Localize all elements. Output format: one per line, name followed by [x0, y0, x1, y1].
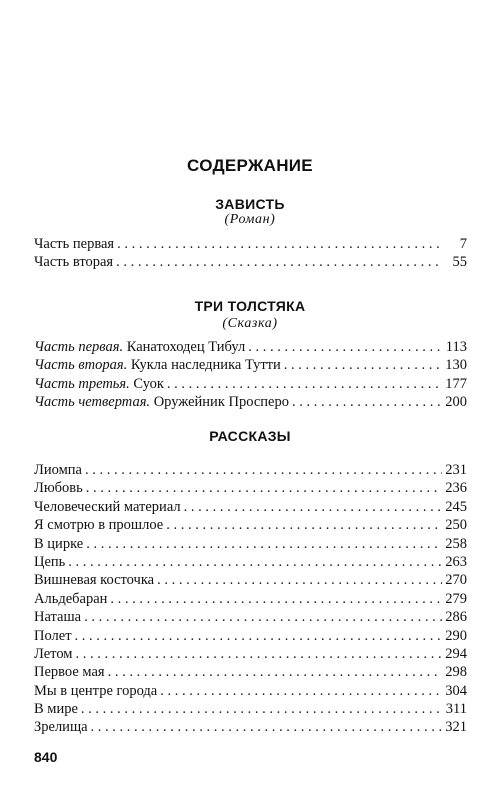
toc-entry-page: 311	[445, 701, 467, 718]
toc-list-zavist	[34, 235, 467, 272]
toc-entry-page: 304	[445, 682, 467, 699]
page-title: СОДЕРЖАНИЕ	[187, 156, 313, 175]
toc-entry-title: Кукла наследника Тутти	[130, 357, 281, 374]
toc-entry	[34, 700, 467, 718]
toc-entry-title: Первое мая	[34, 664, 105, 681]
toc-entry	[34, 590, 467, 608]
section-title-rasskazy: РАССКАЗЫ	[209, 428, 291, 444]
toc-entry-title: Вишневая косточка	[34, 572, 155, 589]
toc-entry-title: Альдебаран	[34, 590, 108, 607]
toc-entry	[34, 571, 467, 589]
toc-entry	[34, 516, 467, 534]
leader-dots	[292, 393, 442, 411]
section-title-tri-tolstyaka: ТРИ ТОЛСТЯКА	[194, 298, 306, 314]
toc-entry-page: 245	[445, 498, 467, 515]
toc-entry-title: Часть вторая	[34, 254, 114, 271]
toc-entry-title: Канатоходец Тибул	[126, 339, 246, 355]
toc-entry-page: 279	[445, 590, 467, 607]
toc-entry	[34, 682, 467, 700]
toc-entry-title: Человеческий материал	[34, 498, 181, 515]
toc-entry	[34, 479, 467, 497]
toc-entry	[34, 338, 467, 356]
toc-entry-page: 294	[445, 645, 467, 662]
toc-entry-page: 263	[445, 553, 467, 570]
toc-entry-title: Лиомпа	[34, 462, 82, 478]
toc-entry-part: Часть четвертая.	[34, 394, 151, 411]
toc-entry-title: Зрелища	[34, 719, 88, 736]
toc-entry	[34, 553, 467, 571]
leader-dots	[75, 627, 442, 645]
leader-dots	[68, 553, 442, 571]
toc-entry	[34, 461, 467, 479]
toc-entry	[34, 393, 467, 411]
toc-entry-page: 286	[445, 609, 467, 626]
toc-entry	[34, 535, 467, 553]
page-number: 840	[34, 749, 58, 765]
toc-entry	[34, 718, 467, 736]
toc-entry-page: 250	[445, 517, 467, 534]
leader-dots	[157, 571, 442, 589]
leader-dots	[117, 235, 442, 253]
leader-dots	[167, 375, 442, 393]
toc-entry-page: 55	[452, 254, 467, 271]
leader-dots	[108, 663, 442, 681]
toc-entry	[34, 375, 467, 393]
toc-entry-title: В мире	[34, 701, 78, 718]
toc-entry-page: 258	[445, 535, 467, 552]
toc-entry-page: 270	[445, 572, 467, 589]
toc-entry-page: 113	[445, 339, 467, 355]
leader-dots	[284, 356, 442, 374]
leader-dots	[116, 253, 442, 271]
leader-dots	[248, 338, 442, 356]
leader-dots	[86, 535, 442, 553]
toc-entry-page: 177	[445, 375, 467, 392]
toc-entry	[34, 356, 467, 374]
toc-entry-page: 236	[445, 480, 467, 497]
toc-entry	[34, 608, 467, 626]
leader-dots	[110, 590, 442, 608]
toc-entry-page: 298	[445, 664, 467, 681]
toc-entry-part: Часть первая.	[34, 339, 124, 355]
leader-dots	[81, 700, 442, 718]
toc-entry-title: Наташа	[34, 609, 82, 626]
toc-entry	[34, 627, 467, 645]
section-subtitle-zavist: (Роман)	[224, 212, 276, 227]
toc-entry-page: 231	[445, 462, 467, 478]
toc-entry	[34, 498, 467, 516]
toc-entry-page: 321	[445, 719, 467, 736]
toc-entry-title: Я смотрю в прошлое	[34, 517, 164, 534]
leader-dots	[75, 645, 442, 663]
toc-entry	[34, 235, 467, 253]
leader-dots	[184, 498, 442, 516]
toc-entry-part: Часть третья.	[34, 375, 130, 392]
leader-dots	[91, 718, 442, 736]
toc-entry-page: 290	[445, 627, 467, 644]
toc-entry-part: Часть вторая.	[34, 357, 128, 374]
leader-dots	[166, 516, 442, 534]
toc-list-tri-tolstyaka	[34, 338, 467, 412]
toc-entry-title: В цирке	[34, 535, 84, 552]
toc-entry-page: 130	[445, 357, 467, 374]
toc-entry	[34, 645, 467, 663]
toc-entry-title: Мы в центре города	[34, 682, 158, 699]
toc-entry	[34, 663, 467, 681]
toc-entry-title: Полет	[34, 627, 72, 644]
toc-entry	[34, 253, 467, 271]
toc-entry-page: 200	[445, 394, 467, 411]
leader-dots	[160, 682, 442, 700]
section-title-zavist: ЗАВИСТЬ	[215, 196, 285, 212]
toc-entry-title: Летом	[34, 645, 73, 662]
leader-dots	[85, 461, 442, 479]
toc-entry-title: Цепь	[34, 553, 66, 570]
section-subtitle-tri-tolstyaka: (Сказка)	[222, 316, 278, 331]
toc-entry-title: Часть первая	[34, 236, 115, 252]
toc-entry-title: Любовь	[34, 480, 83, 497]
toc-entry-page: 7	[459, 236, 467, 252]
toc-entry-title: Суок	[133, 375, 164, 392]
leader-dots	[84, 608, 442, 626]
leader-dots	[86, 479, 442, 497]
toc-list-rasskazy	[34, 461, 467, 737]
toc-entry-title: Оружейник Просперо	[153, 394, 289, 411]
